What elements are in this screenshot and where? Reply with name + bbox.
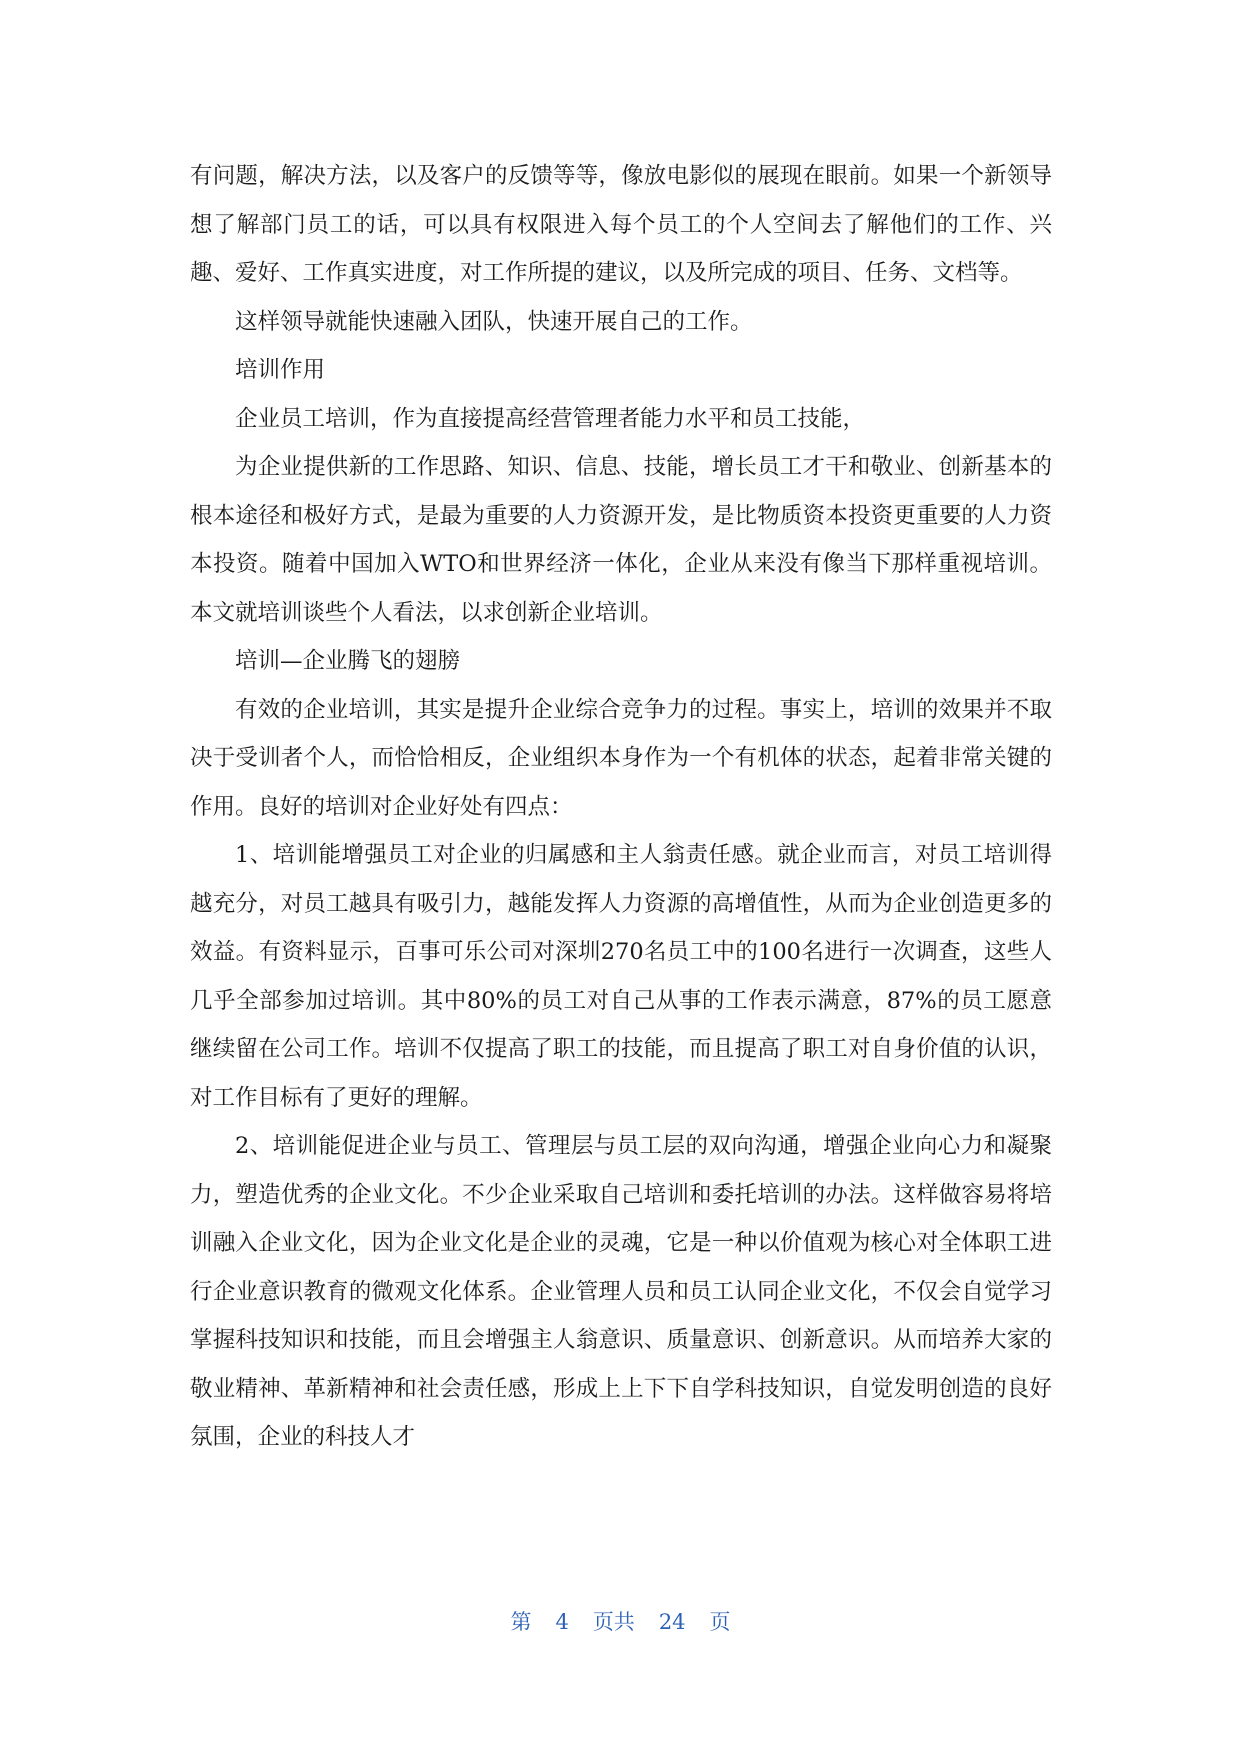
paragraph: 1、培训能增强员工对企业的归属感和主人翁责任感。就企业而言，对员工培训得越充分，对员工越具有吸引力，越能发挥人力资源的高增值性，从而为企业创造更多的效益。有资料显示，百事可乐公司对深圳270名员工中的100名进行一次调查，这些人几乎全部参加过培训。其中80%的员工对自己从事的工作表示满意，87%的员工愿意继续留在公司工作。培训不仅提高了职工的技能，而且提高了职工对自身价值的认识，对工作目标有了更好的理解。 [190, 842, 1052, 1111]
footer-prefix: 第 [510, 1610, 532, 1634]
paragraph: 企业员工培训，作为直接提高经营管理者能力水平和员工技能， [235, 405, 866, 432]
paragraph-continued: 有问题，解决方法，以及客户的反馈等等，像放电影似的展现在眼前。如果一个新领导想了解部门员工的话，可以具有权限进入每个员工的个人空间去了解他们的工作、兴趣、爱好、工作真实进度，对工作所提的建议，以及所完成的项目、任务、文档等。 [190, 163, 1052, 286]
section-heading: 培训—企业腾飞的翅膀 [235, 648, 461, 674]
page-footer [0, 1606, 1241, 1636]
document-body [190, 152, 1052, 1462]
footer-total-pages: 24 [658, 1610, 686, 1634]
footer-current-page: 4 [555, 1610, 569, 1634]
paragraph: 为企业提供新的工作思路、知识、信息、技能，增长员工才干和敬业、创新基本的根本途径和极好方式，是最为重要的人力资源开发，是比物质资本投资更重要的人力资本投资。随着中国加入WTO和世界经济一体化，企业从来没有像当下那样重视培训。本文就培训谈些个人看法，以求创新企业培训。 [190, 454, 1052, 626]
footer-middle: 页共 [592, 1610, 635, 1634]
section-heading: 培训作用 [235, 357, 326, 383]
paragraph: 有效的企业培训，其实是提升企业综合竞争力的过程。事实上，培训的效果并不取决于受训者个人，而恰恰相反，企业组织本身作为一个有机体的状态，起着非常关键的作用。良好的培训对企业好处有四点： [190, 696, 1052, 820]
paragraph: 2、培训能促进企业与员工、管理层与员工层的双向沟通，增强企业向心力和凝聚力，塑造优秀的企业文化。不少企业采取自己培训和委托培训的办法。这样做容易将培训融入企业文化，因为企业文化是企业的灵魂，它是一种以价值观为核心对全体职工进行企业意识教育的微观文化体系。企业管理人员和员工认同企业文化，不仅会自觉学习掌握科技知识和技能，而且会增强主人翁意识、质量意识、创新意识。从而培养大家的敬业精神、革新精神和社会责任感，形成上上下下自学科技知识，自觉发明创造的良好氛围，企业的科技人才 [190, 1133, 1052, 1450]
footer-suffix: 页 [709, 1610, 731, 1634]
paragraph: 这样领导就能快速融入团队，快速开展自己的工作。 [235, 308, 753, 335]
